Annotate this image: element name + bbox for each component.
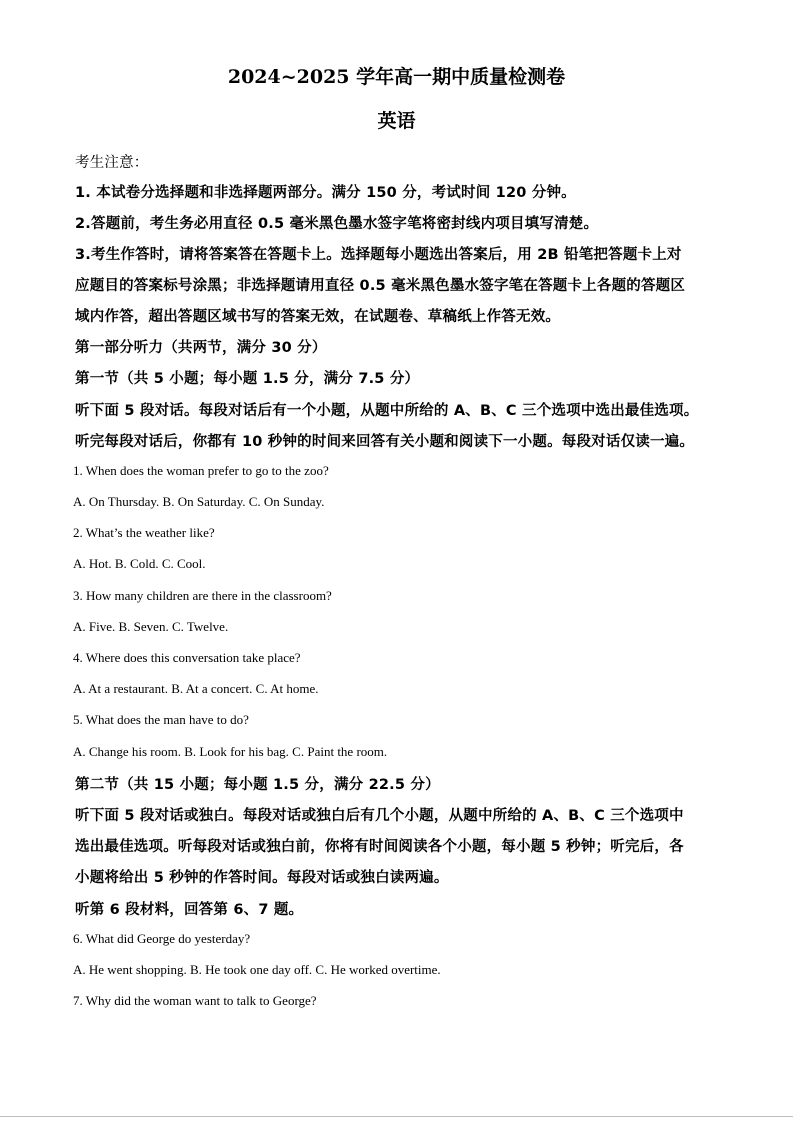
question-2-options: A. Hot. B. Cold. C. Cool. <box>73 556 206 571</box>
question-5: 5. What does the man have to do? <box>73 712 249 727</box>
question-6-options: A. He went shopping. B. He took one day off. C. He worked overtime. <box>73 962 441 977</box>
notice-item-3-line-3: 域内作答，超出答题区域书写的答案无效，在试题卷、草稿纸上作答无效。 <box>75 309 561 325</box>
notice-item-1: 1. 本试卷分选择题和非选择题两部分。满分 150 分，考试时间 120 分钟。 <box>75 185 576 201</box>
question-2: 2. What’s the weather like? <box>73 525 215 540</box>
section2-instruction-line-1: 听下面 5 段对话或独白。每段对话或独白后有几个小题，从题中所给的 A、B、C 三个选项中 <box>75 808 684 824</box>
question-5-options: A. Change his room. B. Look for his bag. C. Paint the room. <box>73 744 388 759</box>
question-3-options: A. Five. B. Seven. C. Twelve. <box>73 619 229 634</box>
section1-heading: 第一节（共 5 小题；每小题 1.5 分，满分 7.5 分） <box>75 371 420 387</box>
material-6-heading: 听第 6 段材料，回答第 6、7 题。 <box>75 902 304 918</box>
section2-heading: 第二节（共 15 小题；每小题 1.5 分，满分 22.5 分） <box>75 777 440 793</box>
subject-title: 英语 <box>377 110 416 132</box>
question-1: 1. When does the woman prefer to go to the zoo? <box>73 463 329 478</box>
notice-item-2: 2.答题前，考生务必用直径 0.5 毫米黑色墨水签字笔将密封线内项目填写清楚。 <box>75 216 599 232</box>
question-3: 3. How many children are there in the classroom? <box>73 588 332 603</box>
notice-heading: 考生注意： <box>75 155 149 171</box>
section1-instruction-line-2: 听完每段对话后，你都有 10 秒钟的时间来回答有关小题和阅读下一小题。每段对话仅读一遍。 <box>75 434 695 450</box>
question-1-options: A. On Thursday. B. On Saturday. C. On Sunday. <box>73 494 325 509</box>
page-bottom-rule <box>0 1116 793 1117</box>
question-4: 4. Where does this conversation take place? <box>73 650 301 665</box>
question-7: 7. Why did the woman want to talk to George? <box>73 993 317 1008</box>
notice-item-3-line-2: 应题目的答案标号涂黑；非选择题请用直径 0.5 毫米黑色墨水签字笔在答题卡上各题的答题区 <box>75 278 686 294</box>
section2-instruction-line-3: 小题将给出 5 秒钟的作答时间。每段对话或独白读两遍。 <box>75 870 449 886</box>
section2-instruction-line-2: 选出最佳选项。听每段对话或独白前，你将有时间阅读各个小题，每小题 5 秒钟；听完后，各 <box>75 839 684 855</box>
question-4-options: A. At a restaurant. B. At a concert. C. At home. <box>73 681 319 696</box>
question-6: 6. What did George do yesterday? <box>73 931 251 946</box>
section1-instruction-line-1: 听下面 5 段对话。每段对话后有一个小题，从题中所给的 A、B、C 三个选项中选出最佳选项。 <box>75 403 699 419</box>
notice-item-3-line-1: 3.考生作答时，请将答案答在答题卡上。选择题每小题选出答案后，用 2B 铅笔把答题卡上对 <box>75 247 682 263</box>
part1-heading: 第一部分听力（共两节，满分 30 分） <box>75 340 327 356</box>
exam-title: 2024~2025 学年高一期中质量检测卷 <box>227 66 566 88</box>
